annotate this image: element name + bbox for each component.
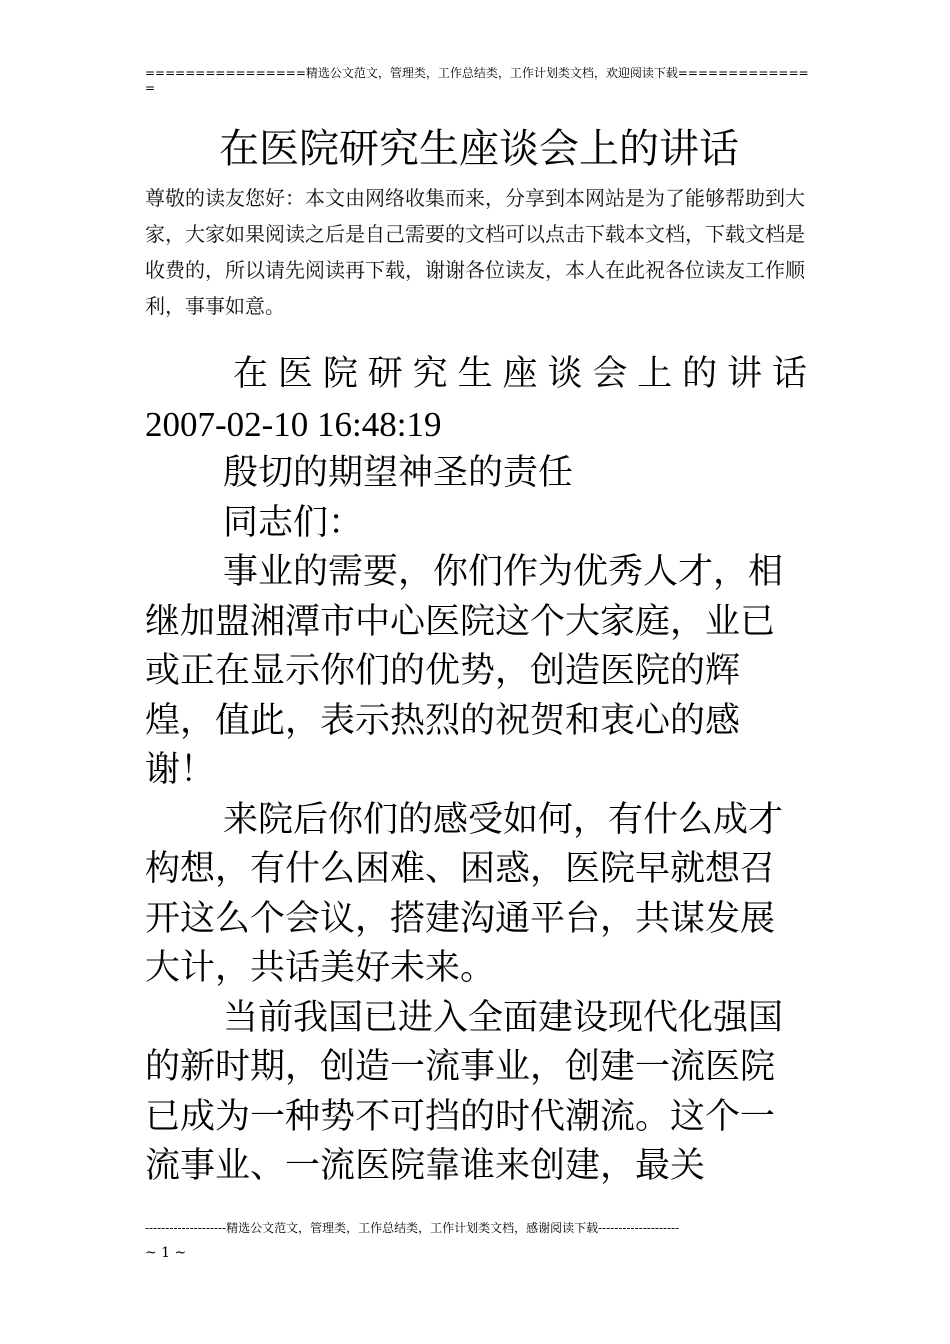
body-title: 在医院研究生座谈会上的讲话 [233, 354, 807, 394]
salutation: 同志们： [223, 502, 364, 543]
document-title: 在医院研究生座谈会上的讲话 [219, 126, 739, 172]
paragraph: 来院后你们的感受如何，有什么成才构想，有什么困难、困惑，医院早就想召开这么个会议，搭建沟通平台，共谋发展大计，共话美好未来。 [145, 799, 784, 988]
document-body [145, 350, 807, 1192]
subtitle: 殷切的期望神圣的责任 [223, 453, 574, 493]
timestamp: 2007-02-10 16:48:19 [145, 404, 442, 444]
page-number: ~ 1 ~ [145, 1245, 187, 1261]
paragraph: 当前我国已进入全面建设现代化强国的新时期，创造一流事业，创建一流医院已成为一种势不可挡的时代潮流。这个一流事业、一流医院靠谁来创建，最关 [145, 997, 784, 1186]
header-banner: ================精选公文范文，管理类，工作总结类，工作计划类文档，欢迎阅读下载============== [145, 66, 809, 95]
reader-notice: 尊敬的读友您好：本文由网络收集而来，分享到本网站是为了能够帮助到大家，大家如果阅读之后是自己需要的文档可以点击下载本文档，下载文档是收费的，所以请先阅读再下载，谢谢各位读友，本人在此祝各位读友工作顺利，事事如意。 [145, 186, 805, 318]
paragraph: 事业的需要，你们作为优秀人才，相继加盟湘潭市中心医院这个大家庭，业已或正在显示你们的优势，创造医院的辉煌，值此，表示热烈的祝贺和衷心的感谢！ [145, 552, 784, 790]
footer-banner: --------------------精选公文范文，管理类，工作总结类，工作计划类文档，感谢阅读下载-------------------- [145, 1221, 680, 1235]
